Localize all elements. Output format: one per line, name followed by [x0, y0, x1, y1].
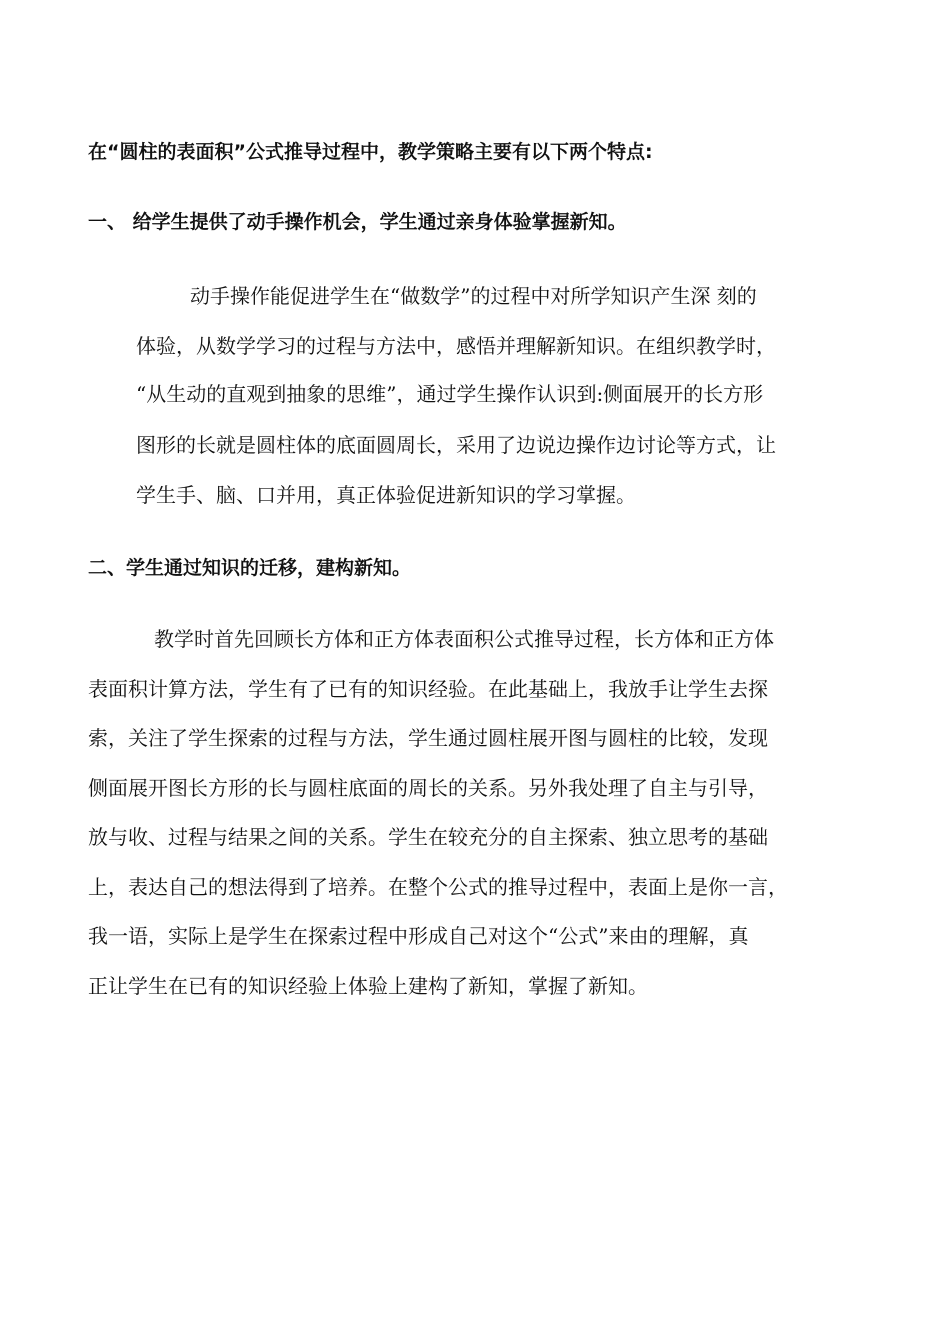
section-2-line: 我一语，实际上是学生在探索过程中形成自己对这个“公式”来由的理解，真	[88, 924, 749, 948]
section-2-line: 索，关注了学生探索的过程与方法，学生通过圆柱展开图与圆柱的比较，发现	[88, 726, 768, 750]
section-1-line: “从生动的直观到抽象的思维”，通过学生操作认识到:侧面展开的长方形	[136, 382, 764, 406]
section-1-heading: 一、 给学生提供了动手操作机会，学生通过亲身体验掌握新知。	[88, 211, 627, 233]
section-2-line: 侧面展开图长方形的长与圆柱底面的周长的关系。另外我处理了自主与引导，	[88, 776, 768, 800]
section-2-line: 正让学生在已有的知识经验上体验上建构了新知，掌握了新知。	[88, 974, 648, 998]
section-1-line: 体验，从数学学习的过程与方法中，感悟并理解新知识。在组织教学时，	[136, 334, 776, 358]
section-1-line: 学生手、脑、口并用，真正体验促进新知识的学习掌握。	[136, 483, 636, 507]
section-2-line: 放与收、过程与结果之间的关系。学生在较充分的自主探索、独立思考的基础	[88, 825, 768, 849]
intro-statement: 在“圆柱的表面积”公式推导过程中，教学策略主要有以下两个特点:	[88, 141, 653, 163]
section-1-line: 动手操作能促进学生在“做数学”的过程中对所学知识产生深 刻的	[190, 284, 757, 308]
section-2-heading: 二、学生通过知识的迁移，建构新知。	[88, 557, 412, 579]
section-2-line: 表面积计算方法，学生有了已有的知识经验。在此基础上，我放手让学生去探	[88, 677, 768, 701]
section-1-line: 图形的长就是圆柱体的底面圆周长，采用了边说边操作边讨论等方式，让	[136, 433, 776, 457]
section-2-line: 上，表达自己的想法得到了培养。在整个公式的推导过程中，表面上是你一言，	[88, 875, 788, 899]
section-2-line: 教学时首先回顾长方体和正方体表面积公式推导过程，长方体和正方体	[154, 627, 774, 651]
